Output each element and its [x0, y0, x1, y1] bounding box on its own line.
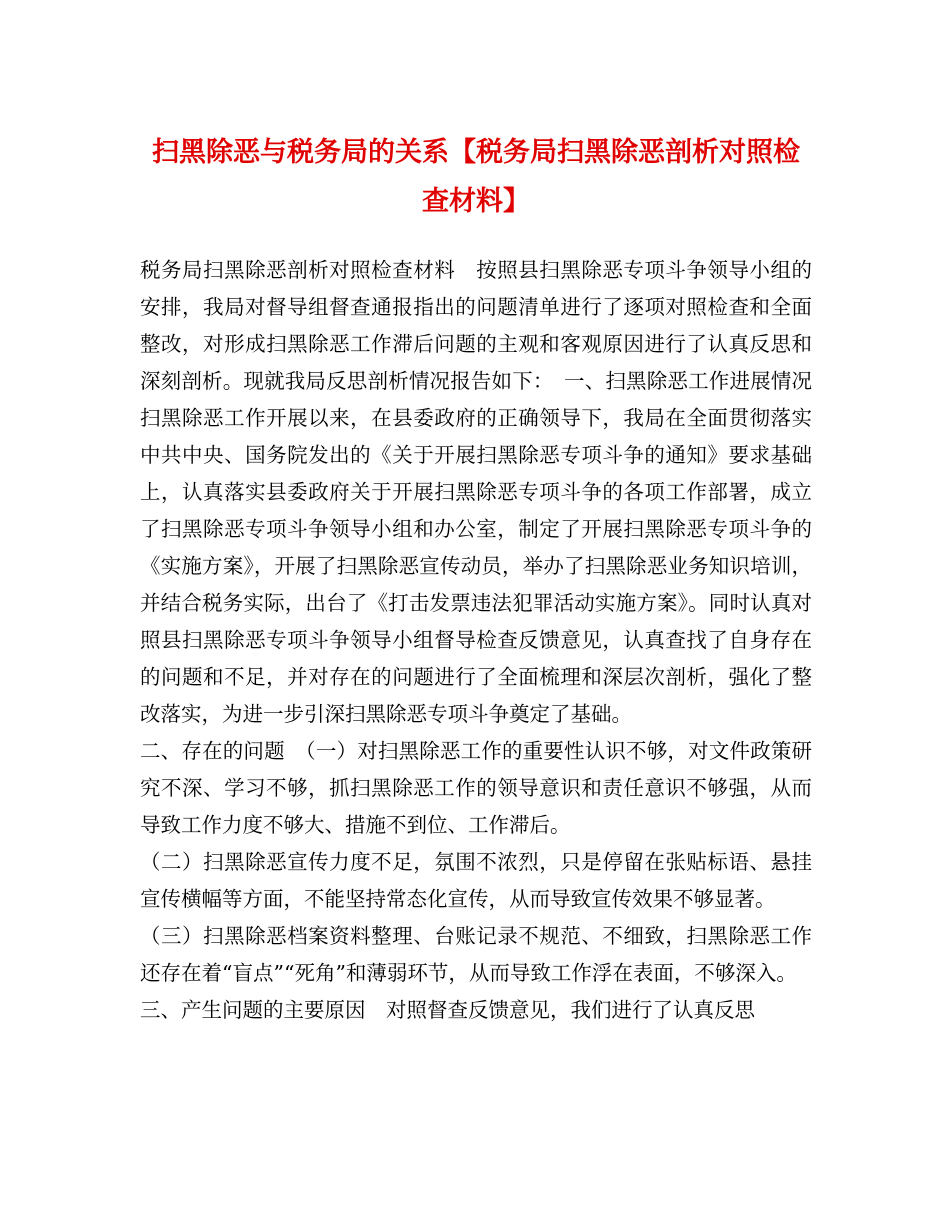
paragraph-section-two: 二、存在的问题 （一）对扫黑除恶工作的重要性认识不够，对文件政策研究不深、学习不够，抓扫黑除恶工作的领导意识和责任意识不够强，从而导致工作力度不够大、措施不到位、工作滞后。 — [140, 739, 812, 837]
paragraph-item-three: （三）扫黑除恶档案资料整理、台账记录不规范、不细致，扫黑除恶工作还存在着“盲点”“死角”和薄弱环节，从而导致工作浮在表面，不够深入。 — [140, 924, 812, 985]
document-body — [140, 252, 833, 1029]
paragraph-item-two: （二）扫黑除恶宣传力度不足，氛围不浓烈，只是停留在张贴标语、悬挂宣传横幅等方面，不能坚持常态化宣传，从而导致宣传效果不够显著。 — [140, 850, 812, 911]
paragraph-intro: 税务局扫黑除恶剖析对照检查材料 按照县扫黑除恶专项斗争领导小组的安排，我局对督导组督查通报指出的问题清单进行了逐项对照检查和全面整改，对形成扫黑除恶工作滞后问题的主观和客观原因进行了认真反思和深刻剖析。现就我局反思剖析情况报告如下： 一、扫黑除恶工作进展情况 扫黑除恶工作开展以来，在县委政府的正确领导下，我局在全面贯彻落实中共中央、国务院发出的《关于开展扫黑除恶专项斗争的通知》要求基础上，认真落实县委政府关于开展扫黑除恶专项斗争的各项工作部署，成立了扫黑除恶专项斗争领导小组和办公室，制定了开展扫黑除恶专项斗争的《实施方案》，开展了扫黑除恶宣传动员，举办了扫黑除恶业务知识培训，并结合税务实际，出台了《打击发票违法犯罪活动实施方案》。同时认真对照县扫黑除恶专项斗争领导小组督导检查反馈意见，认真查找了自身存在的问题和不足，并对存在的问题进行了全面梳理和深层次剖析，强化了整改落实，为进一步引深扫黑除恶专项斗争奠定了基础。 — [140, 258, 833, 726]
document-title: 扫黑除恶与税务局的关系【税务局扫黑除恶剖析对照检查材料】 — [152, 137, 800, 217]
paragraph-section-three: 三、产生问题的主要原因 对照督查反馈意见，我们进行了认真反思 — [140, 998, 755, 1022]
